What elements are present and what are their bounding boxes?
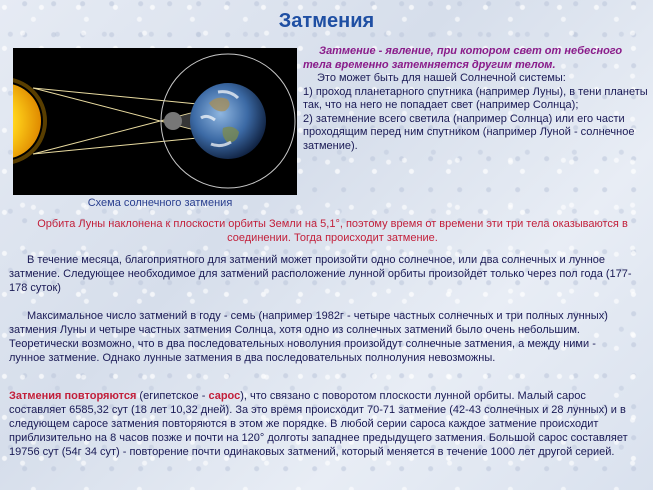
paragraph-max-eclipses: Максимальное число затмений в году - семь (например 1982г - четыре частных солнечных и три полных лунных) затмения Луны и четыре частных затмения Солнца, хотя одно из солнечных затмений было очень небольшим. Теоретически возможно, что в два последовательных новолуния произойдут солнечные затмения, а между ними - лунное затмение. Однако лунные затмения в два последовательных полнолуния невозможны. [9,310,608,364]
saros-heading: Затмения повторяются [9,390,137,402]
eclipse-diagram-image [13,48,297,195]
earth-icon [190,83,266,159]
orbit-note: Орбита Луны наклонена к плоскости орбиты Земли на 5,1°, поэтому время от времени эти три тела оказываются в соединении. Тогда происходит затмение. [37,218,628,244]
moon-icon [164,112,182,130]
definition-line-2: Это может быть для нашей Солнечной системы: [317,72,566,84]
saros-text-2: ), что связано с поворотом плоскости лунной орбиты. Малый сарос составляет 6585,32 сут (18 лет 10,32 дней). За это время происходит 70-71 затмение (42-43 солнечных и 28 лунных) и в следующем саросе затмения повторяются в этом же порядке. В любой серии сароса каждое затмение происходит приблизительно на 8 часов позже и почти на 120° долготы западнее предыдущего затмения. Большой сарос составляет 19756 сут (54г 34 сут) - повторение почти одинаковых затмений, который меняется в течение 1000 лет другой серией. [9,390,628,458]
definition-lead-end: . [552,58,556,71]
saros-text-1: (египетское - [136,390,209,402]
saros-term: сарос [208,390,241,402]
definition-line-3: 1) проход планетарного спутника (например Луны), в тени планеты так, что на него не попадает свет (например Солнца); [303,85,648,111]
definition-lead-text: - явление, при котором свет от небесного тела временно затемняется другим телом [303,45,623,71]
slide-title: Затмения [278,10,375,32]
paragraph-month: В течение месяца, благоприятного для затмений может произойти одно солнечное, или два солнечных и лунное затмение. Следующее необходимое для затмений расположение лунной орбиты произойдет только через пол года (177-178 суток) [9,254,632,294]
definition-block [303,45,648,153]
paragraph-saros [9,389,639,459]
definition-line-4: 2) затемнение всего светила (например Солнца) или его части проходящим перед ним спутником (например Луной - солнечное затмение). [303,112,635,152]
image-caption: Схема солнечного затмения [87,197,233,209]
definition-term: Затмение [319,45,376,57]
definition-lead [303,45,648,72]
